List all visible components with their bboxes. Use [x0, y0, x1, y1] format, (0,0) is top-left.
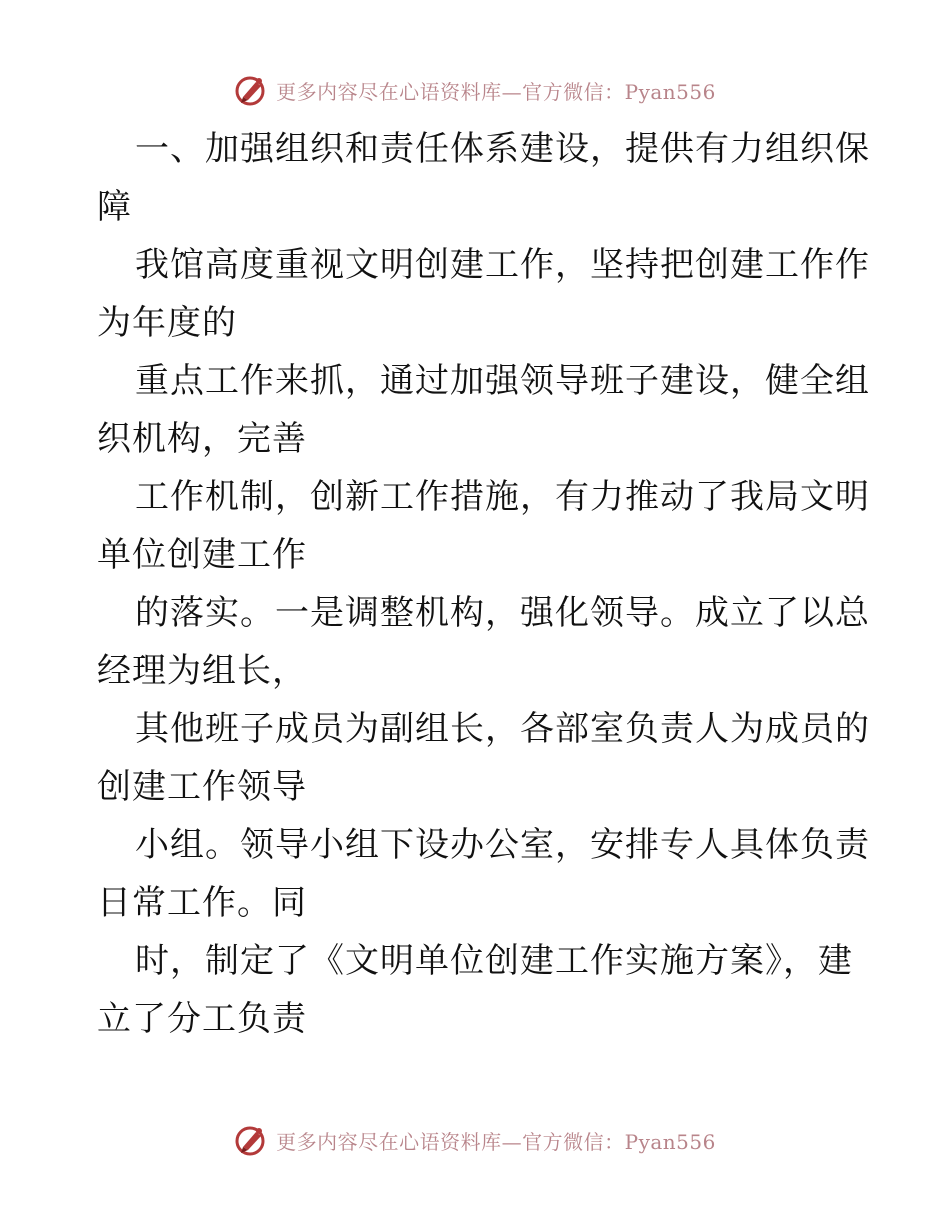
paragraph-line: 单位创建工作 — [97, 535, 307, 575]
pen-circle-logo-icon — [234, 1123, 268, 1157]
header-banner-text: 更多内容尽在心语资料库—官方微信：Pyan556 — [276, 79, 716, 104]
paragraph-line: 工作机制，创新工作措施，有力推动了我局文明 — [135, 477, 870, 517]
paragraph-line: 创建工作领导 — [97, 767, 307, 807]
paragraph-line: 经理为组长， — [97, 651, 307, 691]
paragraph-line: 时，制定了《文明单位创建工作实施方案》，建 — [135, 941, 853, 981]
paragraph-line: 织机构，完善 — [97, 419, 307, 459]
paragraph-line: 的落实。一是调整机构，强化领导。成立了以总 — [135, 593, 870, 633]
document-body — [97, 120, 870, 1048]
paragraph-line: 一、加强组织和责任体系建设，提供有力组织保 — [135, 129, 870, 169]
paragraph-line: 重点工作来抓，通过加强领导班子建设，健全组 — [135, 361, 870, 401]
paragraph-line: 立了分工负责 — [97, 999, 307, 1039]
pen-circle-logo-icon — [234, 73, 268, 107]
paragraph-line: 小组。领导小组下设办公室，安排专人具体负责 — [135, 825, 870, 865]
paragraph-line: 我馆高度重视文明创建工作，坚持把创建工作作 — [135, 245, 870, 285]
header-watermark-banner — [0, 70, 950, 110]
paragraph-line: 障 — [97, 187, 132, 227]
paragraph-line: 为年度的 — [97, 303, 237, 343]
paragraph-line: 其他班子成员为副组长，各部室负责人为成员的 — [135, 709, 870, 749]
footer-watermark-banner — [0, 1120, 950, 1160]
footer-banner-text: 更多内容尽在心语资料库—官方微信：Pyan556 — [276, 1129, 716, 1154]
paragraph-line: 日常工作。同 — [97, 883, 307, 923]
